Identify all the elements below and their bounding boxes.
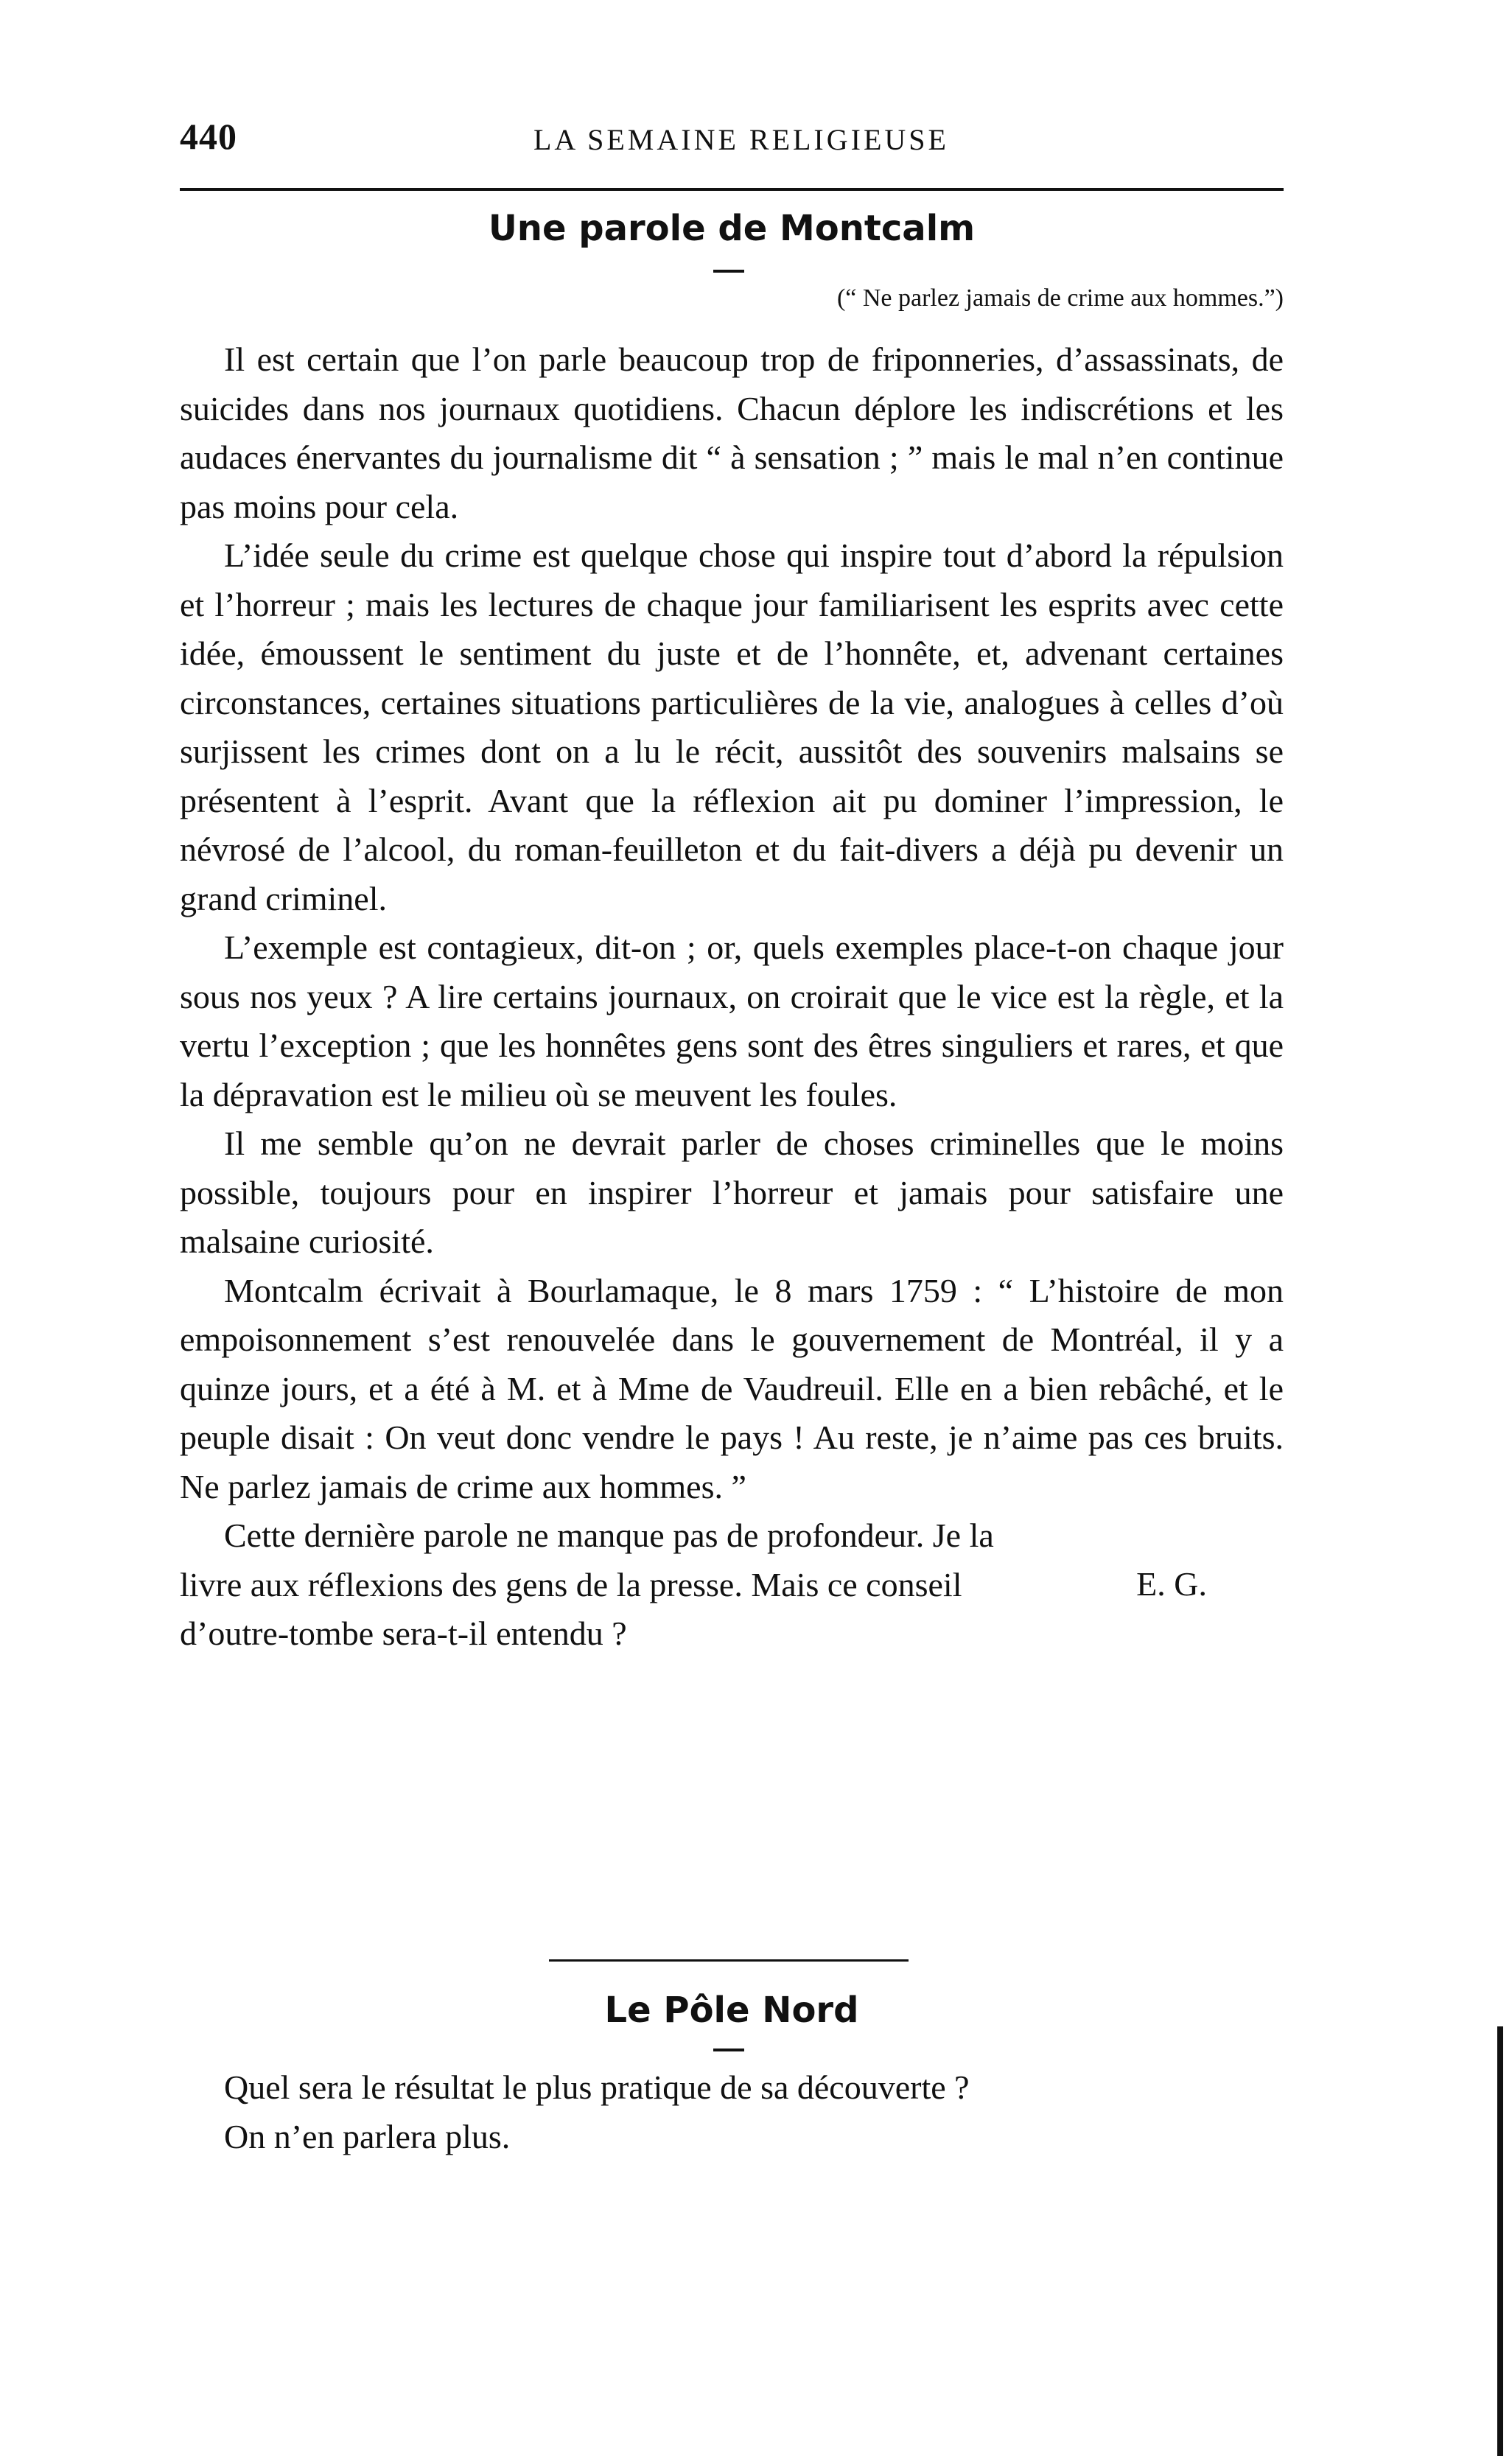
section-title: Le Pôle Nord xyxy=(604,1990,859,2031)
paragraph: L’exemple est contagieux, dit-on ; or, quels exemples place-t-on chaque jour sous nos yeux ? A lire certains journaux, on croirait que le vice est la règle, et la vertu l’exception ; que les honnêtes gens sont des êtres singuliers et rares, et que la dépravation est le milieu où se meuvent les foules. xyxy=(180,928,1284,1113)
paragraph: Montcalm écrivait à Bourlamaque, le 8 mars 1759 : “ L’histoire de mon empoisonnement s’est renouvelée dans le gouvernement de Montréal, il y a quinze jours, et a été à M. et à Mme de Vaudreuil. Elle en a bien rebâché, et le peuple disait : On veut donc vendre le pays ! Au reste, je n’aime pas ces bruits. Ne parlez jamais de crime aux hommes. ” xyxy=(180,1271,1284,1505)
section-title-rule xyxy=(713,2049,744,2051)
page-number: 440 xyxy=(180,116,237,157)
closing-line xyxy=(180,1511,1284,1659)
binding-edge xyxy=(1497,2026,1503,2456)
running-head: LA SEMAINE RELIGIEUSE xyxy=(533,123,949,156)
paragraph: Il me semble qu’on ne devrait parler de choses criminelles que le moins possible, toujours pour en inspirer l’horreur et jamais pour satisfaire une malsaine curiosité. xyxy=(180,1124,1284,1260)
epigraph: (“ Ne parlez jamais de crime aux hommes.”) xyxy=(836,284,1284,312)
header-rule xyxy=(180,188,1284,191)
paragraph: Cette dernière parole ne manque pas de profondeur. Je la livre aux réflexions des gens de la presse. Mais ce conseil d’outre-tombe sera-t-il entendu ? xyxy=(180,1516,994,1652)
section-line: On n’en parlera plus. xyxy=(224,2117,511,2155)
section-body xyxy=(180,2063,1284,2161)
section-divider xyxy=(549,1959,909,1962)
article-body xyxy=(180,335,1284,1659)
section-line: Quel sera le résultat le plus pratique de sa découverte ? xyxy=(224,2068,970,2106)
author-signature: E. G. xyxy=(1136,1565,1207,1603)
article-title: Une parole de Montcalm xyxy=(488,208,976,249)
paragraph: Il est certain que l’on parle beaucoup trop de friponneries, d’assassinats, de suicides dans nos journaux quotidiens. Chacun déplore les indiscrétions et les audaces énervantes du journalisme dit “ à sensation ; ” mais le mal n’en continue pas moins pour cela. xyxy=(180,340,1284,525)
title-rule xyxy=(713,270,744,273)
page-header xyxy=(180,111,1284,162)
paragraph: L’idée seule du crime est quelque chose qui inspire tout d’abord la répulsion et l’horreur ; mais les lectures de chaque jour familiarisent les esprits avec cette idée, émoussent le sentiment du juste et de l’honnête, et, advenant certaines circonstances, certaines situations particulières de la vie, analogues à celles d’où surjissent les crimes dont on a lu le récit, aussitôt des souvenirs malsains se présentent à l’esprit. Avant que la réflexion ait pu dominer l’impression, le névrosé de l’alcool, du roman-feuilleton et du fait-divers a déjà pu devenir un grand criminel. xyxy=(180,536,1284,917)
